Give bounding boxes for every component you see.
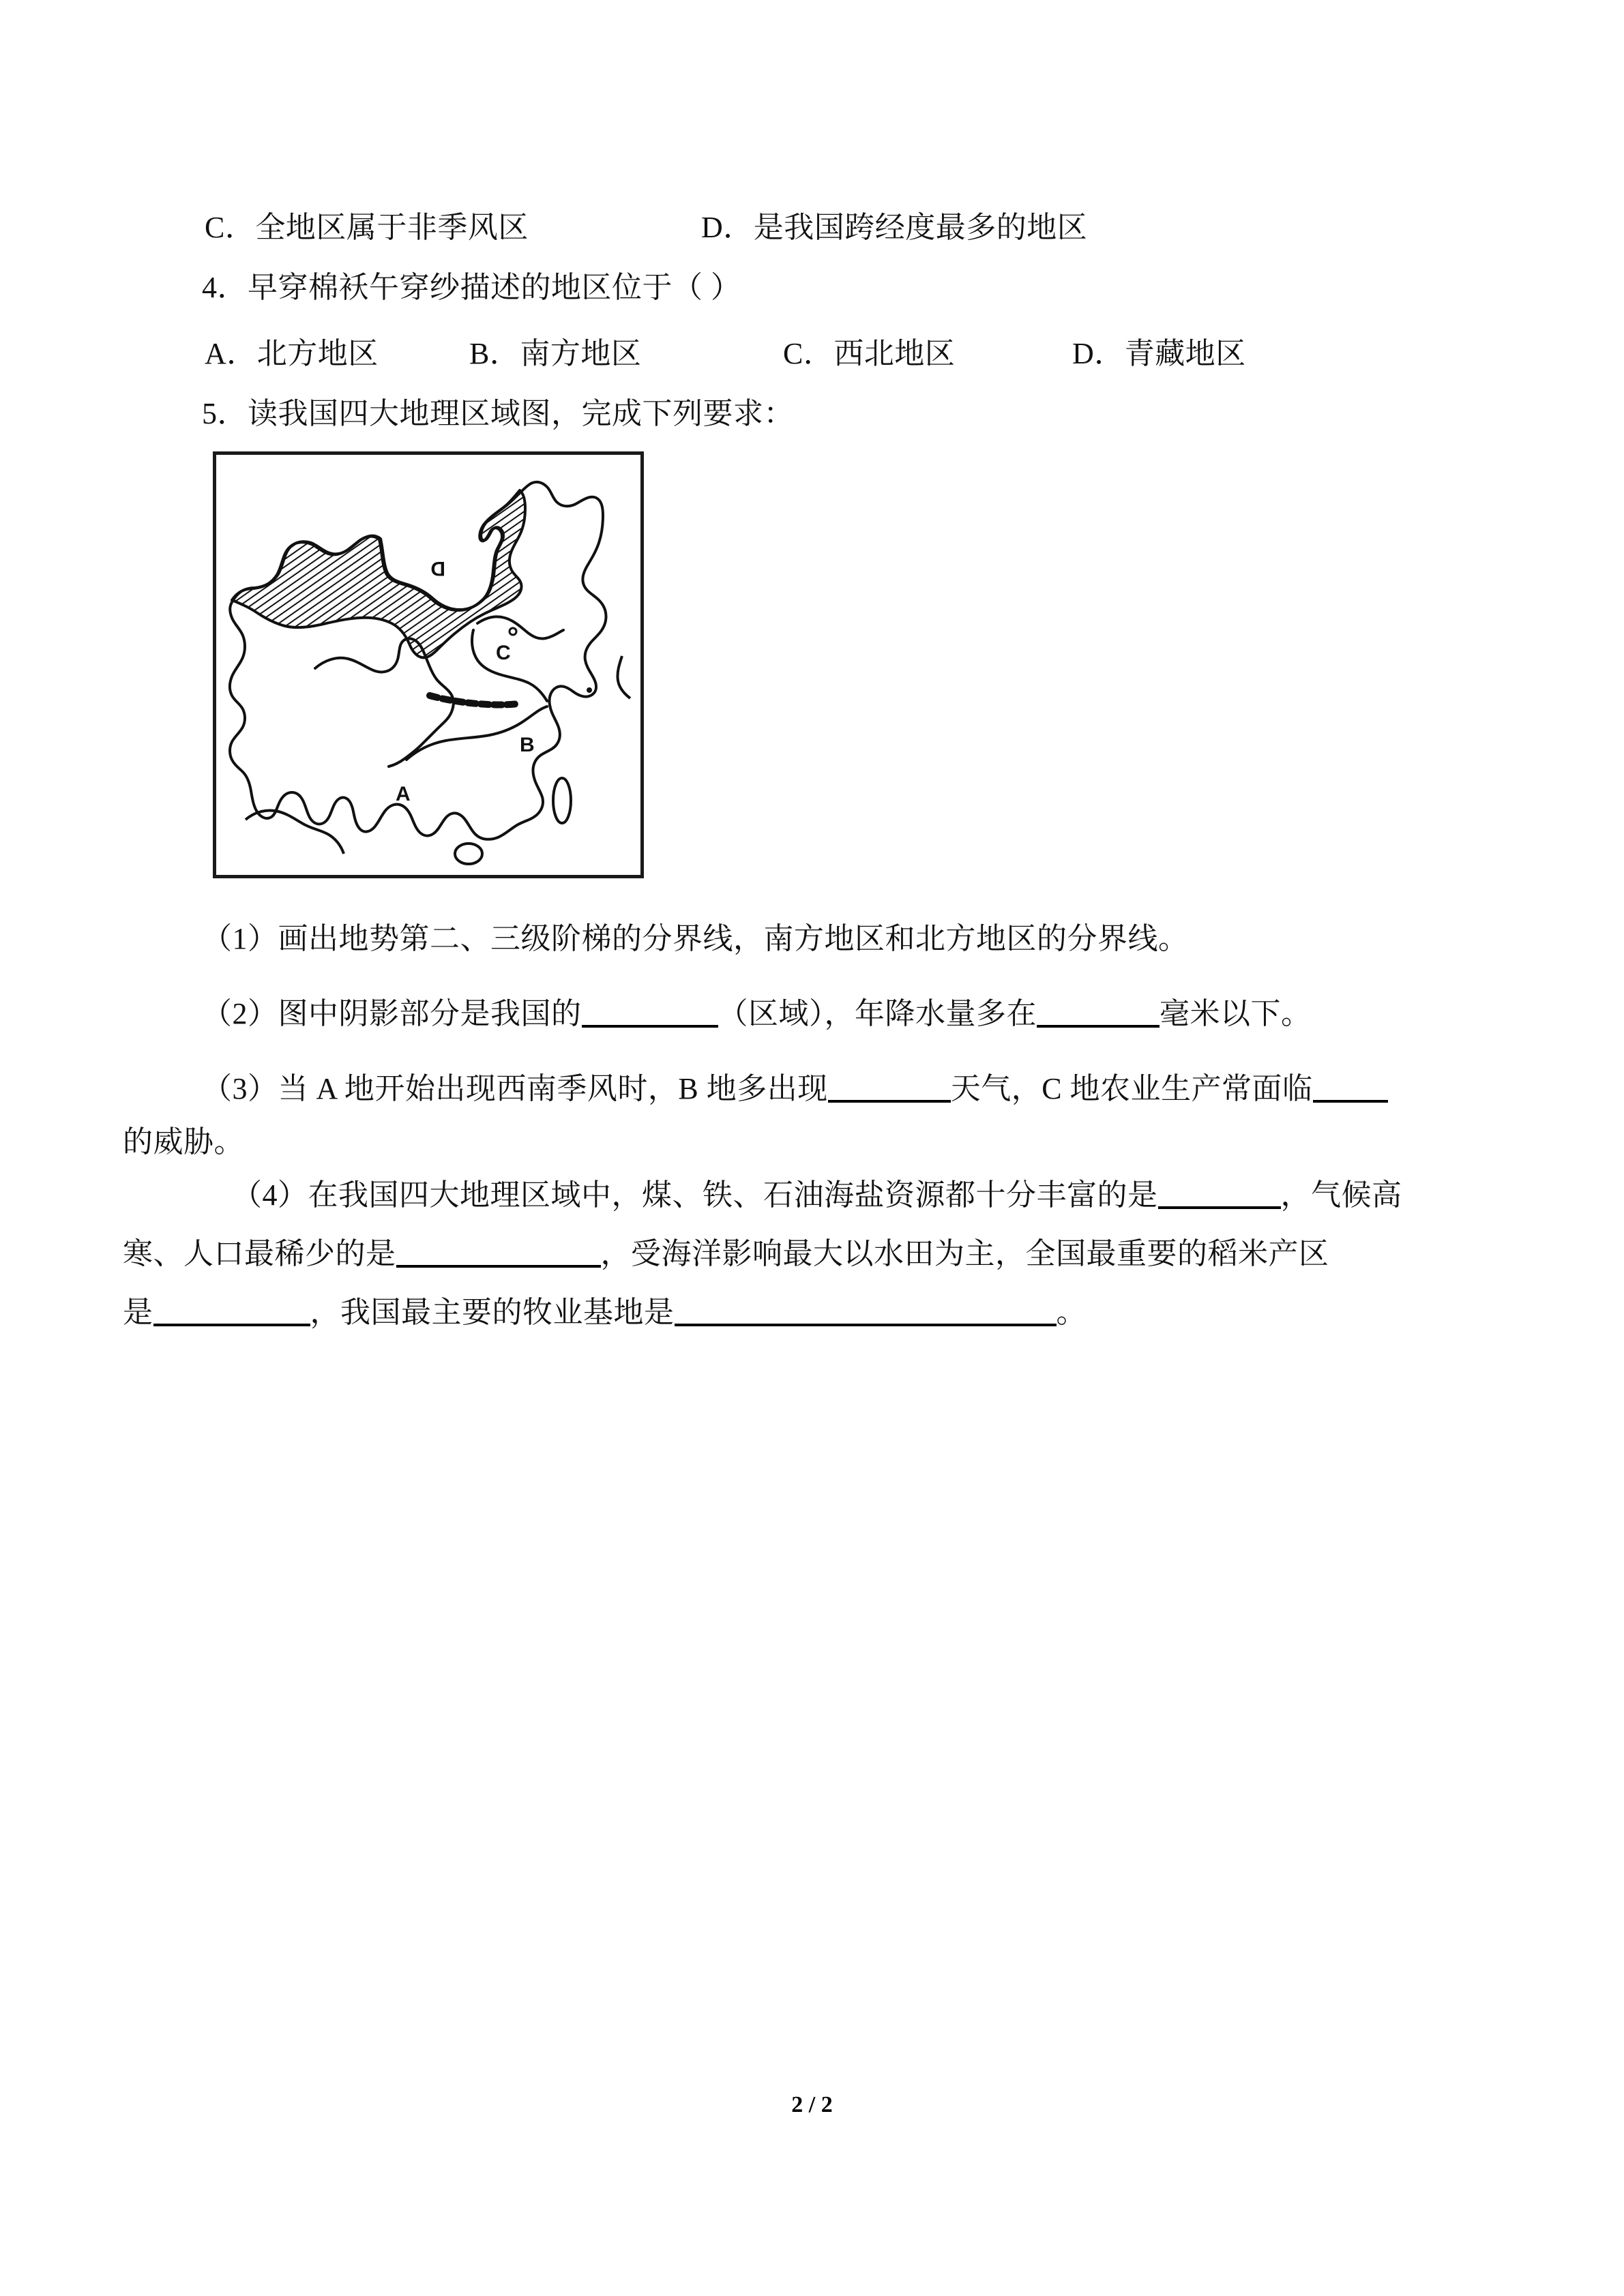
sub3-text-part2: 天气，C 地农业生产常面临 [950,1072,1313,1105]
sub4-text-part7: 。 [1056,1296,1087,1329]
sub2-blank-2[interactable] [1037,1000,1160,1028]
coast-dot [587,687,592,693]
question4-option-a: A．北方地区 [205,337,379,370]
sub2-text-part3: 毫米以下。 [1160,997,1312,1030]
capital-marker [510,628,516,635]
sub4-text-part5: 是 [123,1296,153,1329]
sub4-text-part3: 寒、人口最稀少的是 [123,1237,396,1270]
page-number-footer: 2 / 2 [791,2092,833,2117]
map-label-b: B [520,734,535,756]
question4-option-b: B．南方地区 [469,337,642,370]
question3-option-d: D．是我国跨经度最多的地区 [701,211,1088,244]
map-drawing [213,451,644,878]
qinling-huaihe-line [430,696,518,705]
hainan-island [455,844,482,864]
china-outline-path [230,482,606,839]
question3-option-c: C．全地区属于非季风区 [205,211,529,244]
sub4-blank-3[interactable] [153,1299,310,1326]
taiwan-island [553,778,571,823]
question5-sub2 [202,987,1312,1041]
sub3-text-part1: （3）当 A 地开始出现西南季风时，B 地多出现 [202,1072,828,1105]
sub2-text-part1: （2）图中阴影部分是我国的 [202,997,582,1030]
neighbor-outline-right [617,656,630,698]
map-label-a: A [396,783,411,805]
sub3-blank-1[interactable] [828,1075,951,1103]
question5-sub4-line2 [123,1227,1329,1281]
question4-option-c: C．西北地区 [783,337,956,370]
tibet-boundary-path [315,639,454,766]
sub4-text-part4: ，受海洋影响最大以水田为主，全国最重要的稻米产区 [600,1237,1329,1270]
sub4-text-part6: ，我国最主要的牧业基地是 [310,1296,675,1329]
sub4-text-part1: （4）在我国四大地理区域中，煤、铁、石油海盐资源都十分丰富的是 [232,1178,1158,1212]
question4-stem: 4．早穿棉袄午穿纱描述的地区位于（ ） [202,271,741,304]
china-four-regions-map-figure [213,451,644,878]
question5-sub1: （1）画出地势第二、三级阶梯的分界线，南方地区和北方地区的分界线。 [202,922,1189,955]
question5-stem: 5．读我国四大地理区域图，完成下列要求： [202,397,794,430]
sub4-text-part2: ，气候高 [1280,1178,1402,1212]
question4-option-d: D．青藏地区 [1072,337,1246,370]
shaded-region-hatch [232,490,525,657]
sub4-blank-4[interactable] [675,1299,1057,1326]
question5-sub3-line2: 的威胁。 [123,1125,244,1159]
sub3-blank-2[interactable] [1313,1075,1388,1103]
question5-sub4-line3 [123,1286,1087,1339]
map-label-c: C [496,642,511,664]
sub4-blank-2[interactable] [396,1240,601,1268]
sub2-blank-1[interactable] [582,1000,718,1028]
map-label-d: D [430,557,445,580]
question5-sub3-line1 [202,1062,1388,1116]
north-region-boundary [477,616,563,638]
sub2-text-part2: （区域），年降水量多在 [718,997,1037,1030]
north-region-boundary-2 [472,630,547,701]
sub4-blank-1[interactable] [1158,1182,1281,1209]
question5-sub4-line1 [232,1169,1402,1222]
